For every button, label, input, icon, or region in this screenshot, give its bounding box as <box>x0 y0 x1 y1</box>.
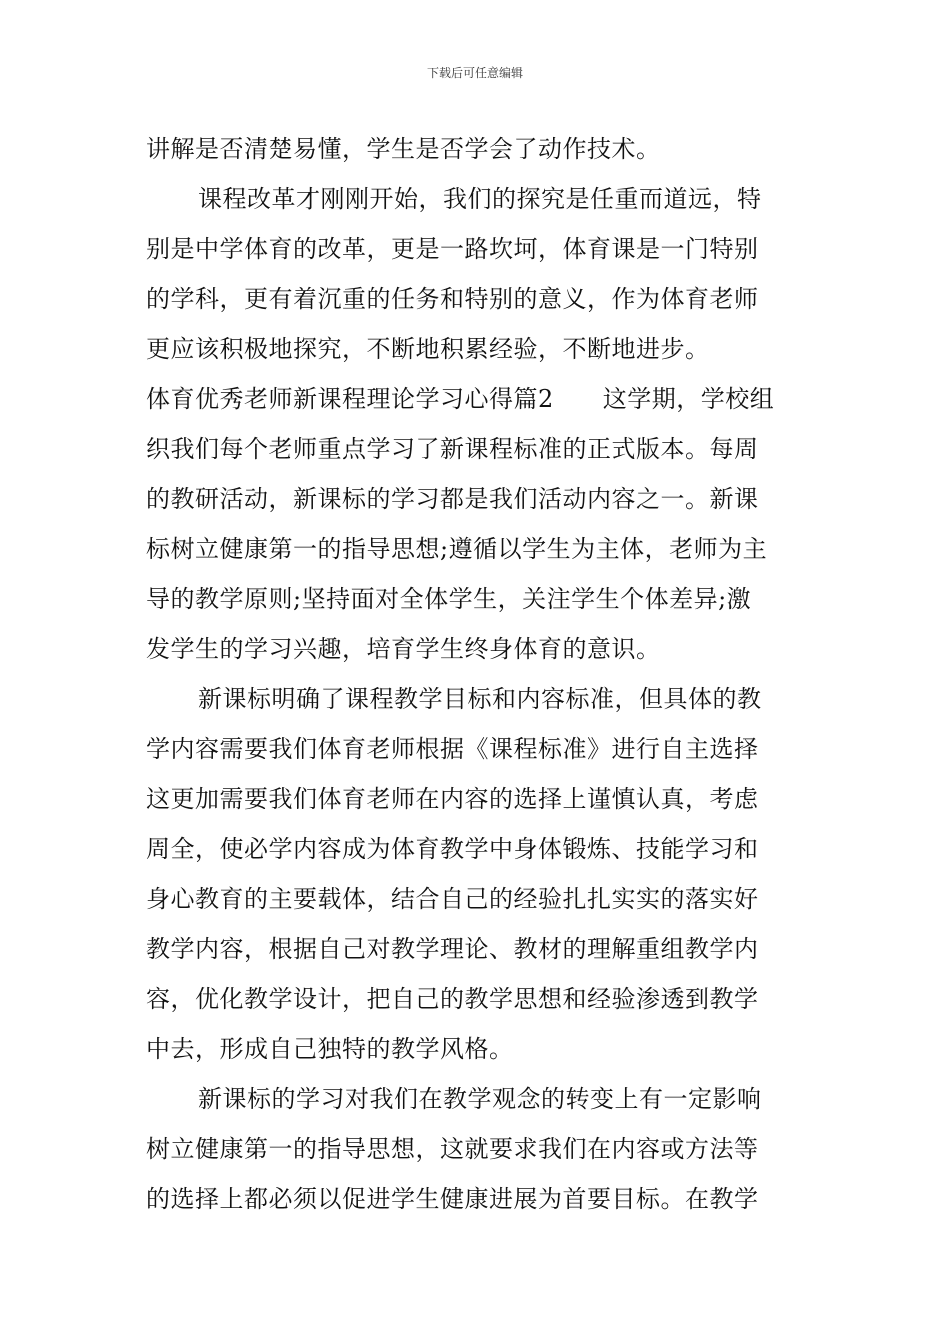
document-body <box>146 124 816 1224</box>
text-line: 周全，使必学内容成为体育教学中身体锻炼、技能学习和 <box>146 835 759 863</box>
text-line: 讲解是否清楚易懂，学生是否学会了动作技术。 <box>146 135 661 163</box>
text-line: 学内容需要我们体育老师根据《课程标准》进行自主选择 <box>146 735 759 763</box>
text-line: 新课标的学习对我们在教学观念的转变上有一定影响 <box>198 1085 762 1113</box>
page-header: 下载后可任意编辑 <box>426 66 523 80</box>
text-line: 标树立健康第一的指导思想;遵循以学生为主体，老师为主 <box>146 535 768 563</box>
text-line: 导的教学原则;坚持面对全体学生，关注学生个体差异;激 <box>146 585 752 613</box>
text-line: 中去，形成自己独特的教学风格。 <box>146 1035 514 1063</box>
text-line: 更应该积极地探究，不断地积累经验，不断地进步。 <box>146 335 710 363</box>
text-line: 课程改革才刚刚开始，我们的探究是任重而道远，特 <box>198 185 762 213</box>
text-line: 的教研活动，新课标的学习都是我们活动内容之一。新课 <box>146 485 759 513</box>
text-line: 树立健康第一的指导思想，这就要求我们在内容或方法等 <box>146 1135 759 1163</box>
section-heading-line: 体育优秀老师新课程理论学习心得篇2 这学期，学校组 <box>146 385 775 413</box>
text-line: 教学内容，根据自己对教学理论、教材的理解重组教学内 <box>146 935 759 963</box>
text-line: 新课标明确了课程教学目标和内容标准，但具体的教 <box>198 685 762 713</box>
text-line: 这更加需要我们体育老师在内容的选择上谨慎认真，考虑 <box>146 785 759 813</box>
text-line: 发学生的学习兴趣，培育学生终身体育的意识。 <box>146 635 661 663</box>
text-line: 的选择上都必须以促进学生健康进展为首要目标。在教学 <box>146 1185 759 1213</box>
text-line: 别是中学体育的改革，更是一路坎坷，体育课是一门特别 <box>146 235 759 263</box>
text-line: 的学科，更有着沉重的任务和特别的意义，作为体育老师 <box>146 285 759 313</box>
text-line: 织我们每个老师重点学习了新课程标准的正式版本。每周 <box>146 435 759 463</box>
text-line: 容，优化教学设计，把自己的教学思想和经验渗透到教学 <box>146 985 759 1013</box>
text-line: 身心教育的主要载体，结合自己的经验扎扎实实的落实好 <box>146 885 759 913</box>
